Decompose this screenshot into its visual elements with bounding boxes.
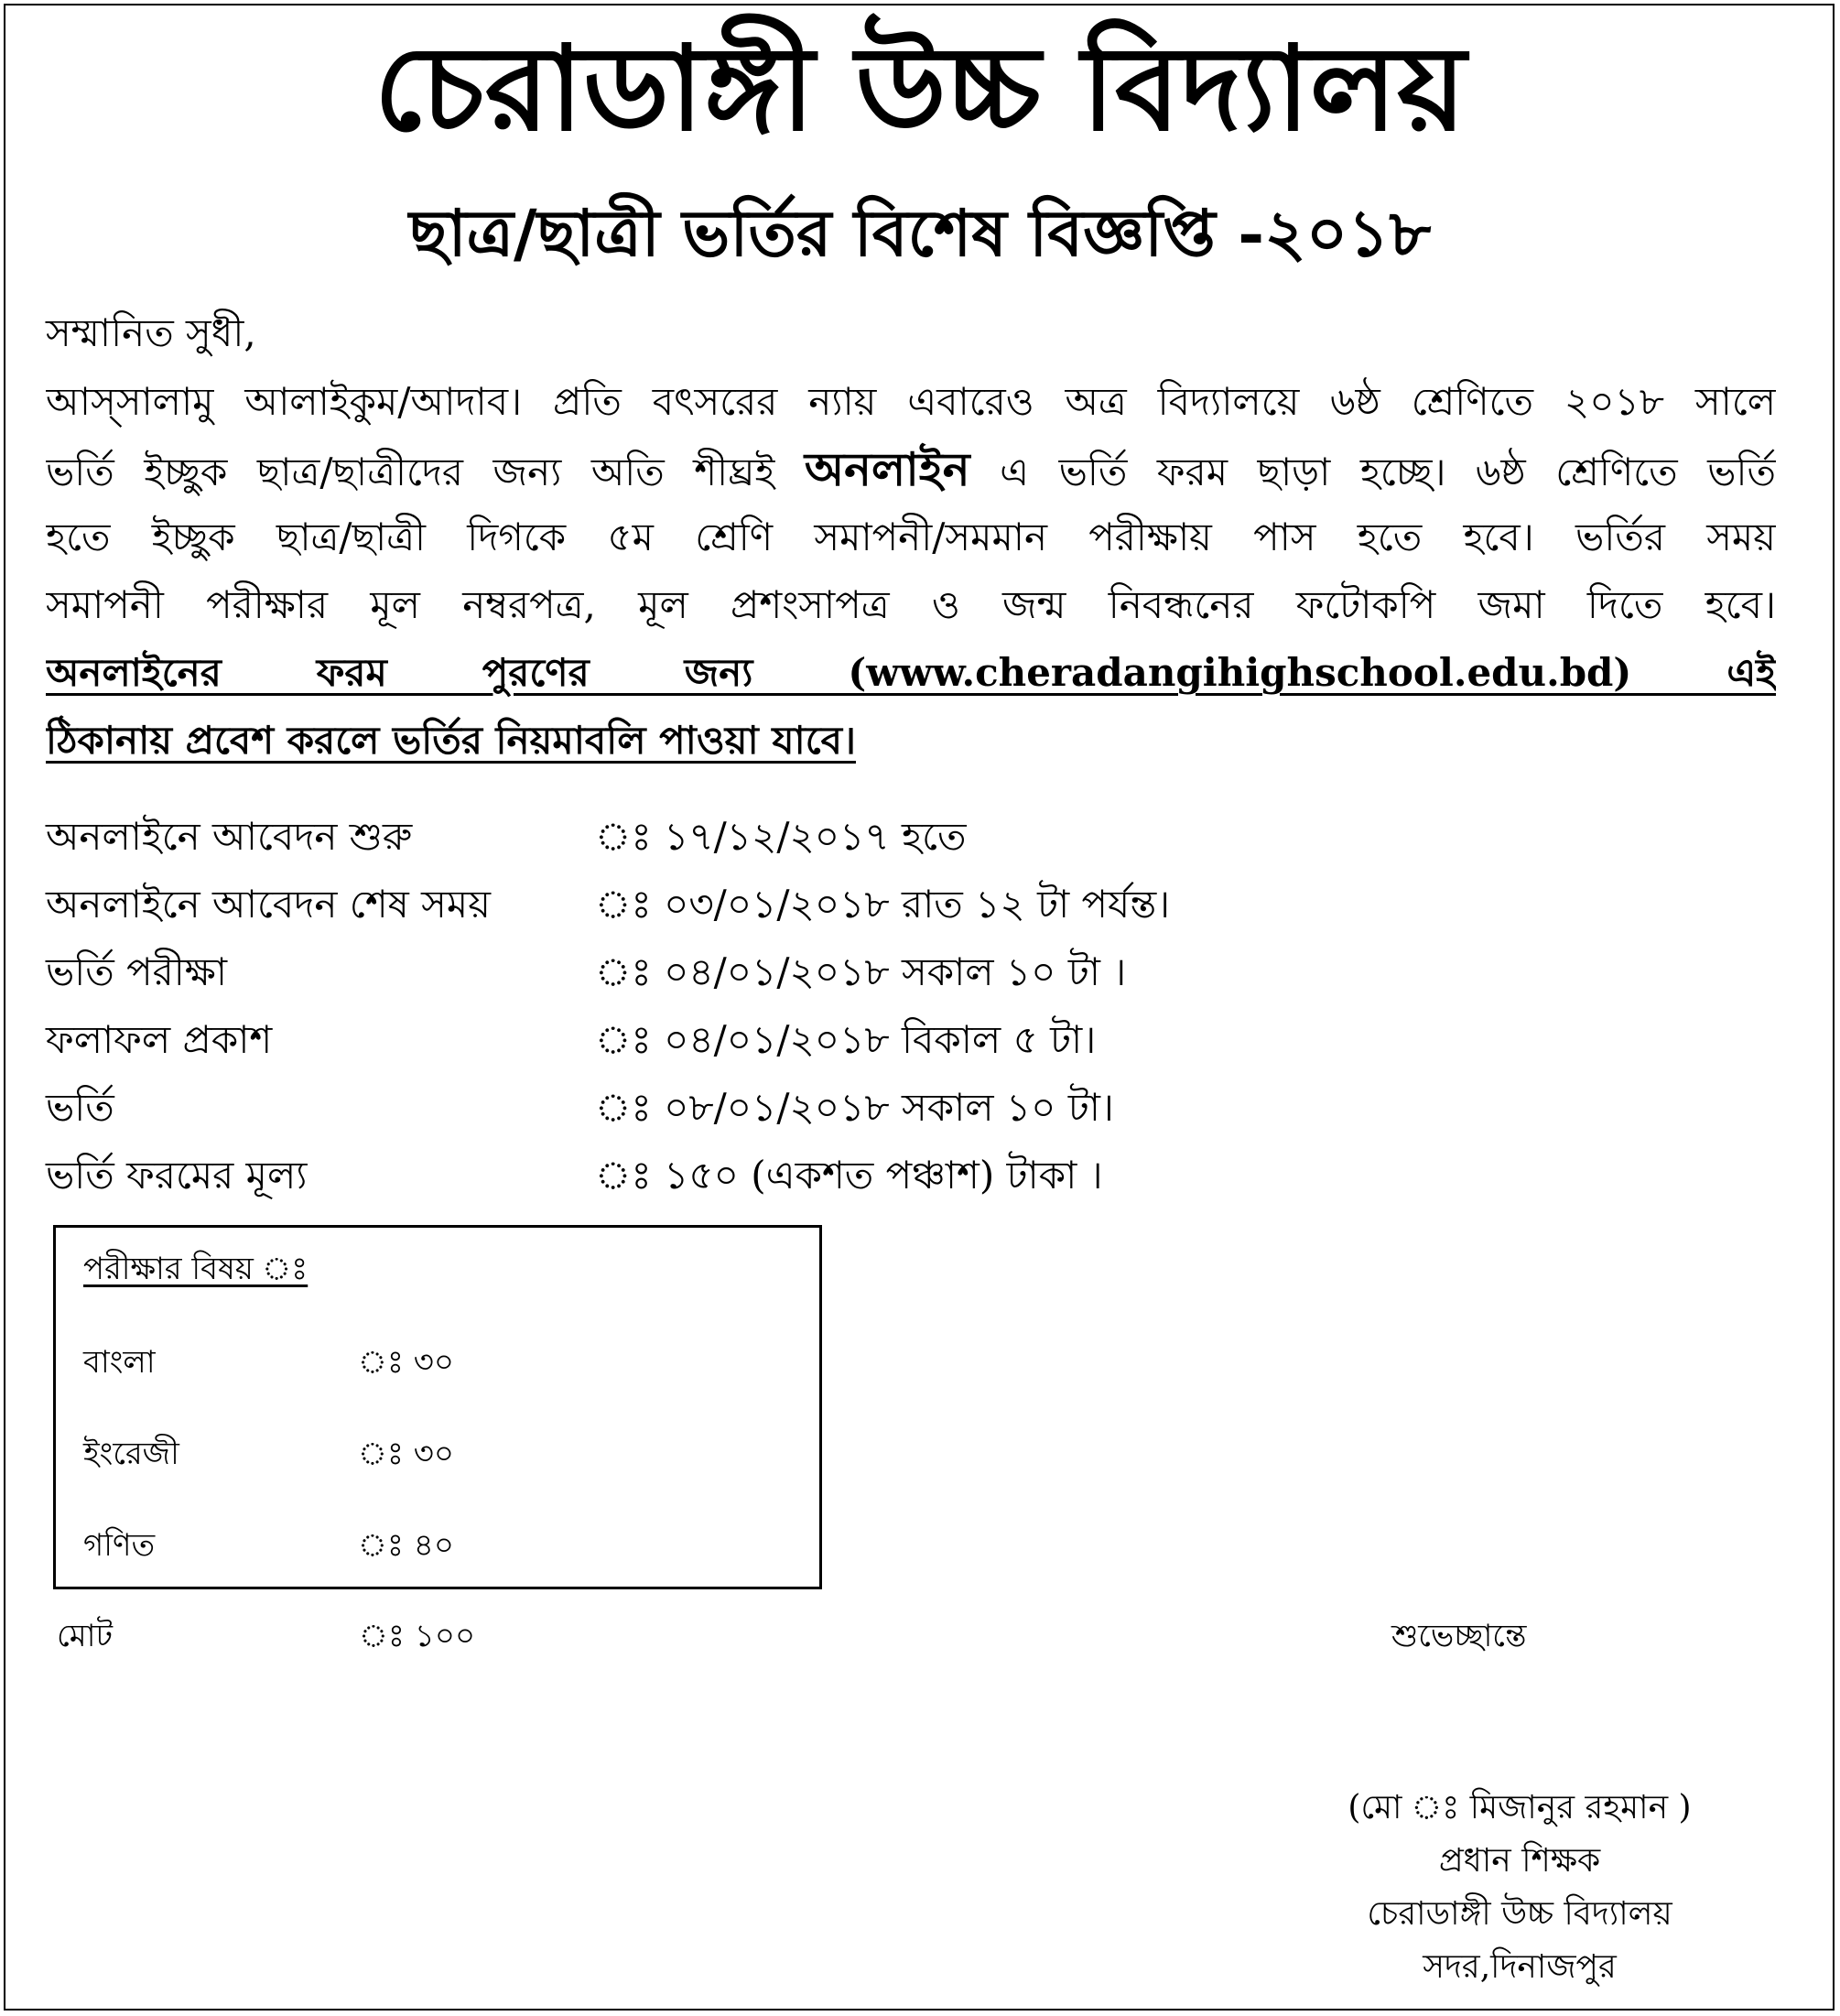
salutation: সম্মানিত সুধী, [46, 310, 256, 355]
total-marks: ঃ ১০০ [359, 1618, 476, 1654]
signature-block [1282, 1782, 1758, 1994]
subject-marks: ঃ ৩০ [358, 1344, 454, 1381]
subject-name: গণিত [83, 1527, 156, 1564]
schedule-value: ঃ ১৫০ (একশত পঞ্চাশ) টাকা । [595, 1153, 1103, 1198]
rules-info-line: ঠিকানায় প্রবেশ করলে ভর্তির নিয়মাবলি পাওয়া যাবে। [46, 718, 856, 763]
schedule-row [46, 871, 1776, 938]
exam-subject-row [83, 1339, 724, 1385]
exam-subjects-box [53, 1225, 822, 1589]
schedule-value: ঃ ০৩/০১/২০১৮ রাত ১২ টা পর্যন্ত। [595, 882, 1171, 927]
signatory-school: চেরাডাঙ্গী উচ্চ বিদ্যালয় [1367, 1895, 1672, 1933]
online-emphasis: অনলাইন [804, 442, 970, 496]
total-label: মোট [57, 1618, 114, 1654]
body-line-1: আস্সালামু আলাইকুম/আদাব। প্রতি বৎসরের ন্যায় এবারেও অত্র বিদ্যালয়ে ৬ষ্ঠ শ্রেণিতে ২০১৮ সালে [46, 379, 1776, 424]
school-name-heading: চেরাডাঙ্গী উচ্চ বিদ্যালয় [373, 21, 1467, 157]
schedule-value: ঃ ০৪/০১/২০১৮ সকাল ১০ টা । [595, 949, 1127, 994]
subject-marks: ঃ ৩০ [358, 1436, 454, 1472]
body-line-4: সমাপনী পরীক্ষার মূল নম্বরপত্র, মূল প্রশংসাপত্র ও জন্ম নিবন্ধনের ফটোকপি জমা দিতে হবে। [46, 582, 1776, 627]
schedule-row [46, 1006, 1776, 1074]
subject-name: ইংরেজী [83, 1436, 179, 1472]
schedule-label: অনলাইনে আবেদন শেষ সময় [46, 882, 491, 927]
schedule-row [46, 938, 1776, 1006]
website-instruction-line: অনলাইনের ফরম পুরণের জন্য (www.cheradangihighschool.edu.bd) এই [46, 650, 1776, 695]
closing-regards: শুভেচ্ছান্তে [1391, 1618, 1527, 1654]
schedule-value: ঃ ০৪/০১/২০১৮ বিকাল ৫ টা। [595, 1017, 1097, 1062]
schedule-label: ফলাফল প্রকাশ [46, 1017, 273, 1062]
subject-name: বাংলা [83, 1344, 156, 1381]
signatory-address: সদর,দিনাজপুর [1423, 1948, 1617, 1986]
schedule-label: ভর্তি [46, 1085, 114, 1130]
signatory-name: (মো ঃ মিজানুর রহমান ) [1348, 1789, 1692, 1826]
signatory-designation: প্রধান শিক্ষক [1438, 1842, 1601, 1880]
schedule-label: ভর্তি ফরমের মূল্য [46, 1153, 308, 1198]
schedule-label: ভর্তি পরীক্ষা [46, 949, 228, 994]
exam-subjects-title: পরীক্ষার বিষয় ঃ [83, 1251, 308, 1287]
body-line-2-start: ভর্তি ইচ্ছুক ছাত্র/ছাত্রীদের জন্য অতি শীঘ্রই [46, 450, 805, 494]
schedule-row [46, 1142, 1776, 1209]
exam-subject-row [83, 1523, 724, 1568]
body-line-3: হতে ইচ্ছুক ছাত্র/ছাত্রী দিগকে ৫ম শ্রেণি সমাপনী/সমমান পরীক্ষায় পাস হতে হবে। ভর্তির সময় [46, 515, 1776, 559]
schedule-value: ঃ ১৭/১২/২০১৭ হতে [595, 814, 967, 859]
admission-schedule [46, 803, 1776, 1209]
exam-subject-row [83, 1431, 724, 1477]
body-line-2 [46, 436, 1776, 504]
body-line-2-end: এ ভর্তি ফরম ছাড়া হচ্ছে। ৬ষ্ঠ শ্রেণিতে ভর্তি [969, 450, 1776, 494]
schedule-label: অনলাইনে আবেদন শুরু [46, 814, 413, 859]
schedule-row [46, 803, 1776, 871]
notice-title: ছাত্র/ছাত্রী ভর্তির বিশেষ বিজ্ঞপ্তি -২০১৮ [408, 195, 1432, 271]
exam-total-row [57, 1613, 698, 1659]
notice-body [46, 368, 1776, 775]
schedule-value: ঃ ০৮/০১/২০১৮ সকাল ১০ টা। [595, 1085, 1114, 1130]
schedule-row [46, 1074, 1776, 1142]
subject-marks: ঃ ৪০ [358, 1527, 454, 1564]
